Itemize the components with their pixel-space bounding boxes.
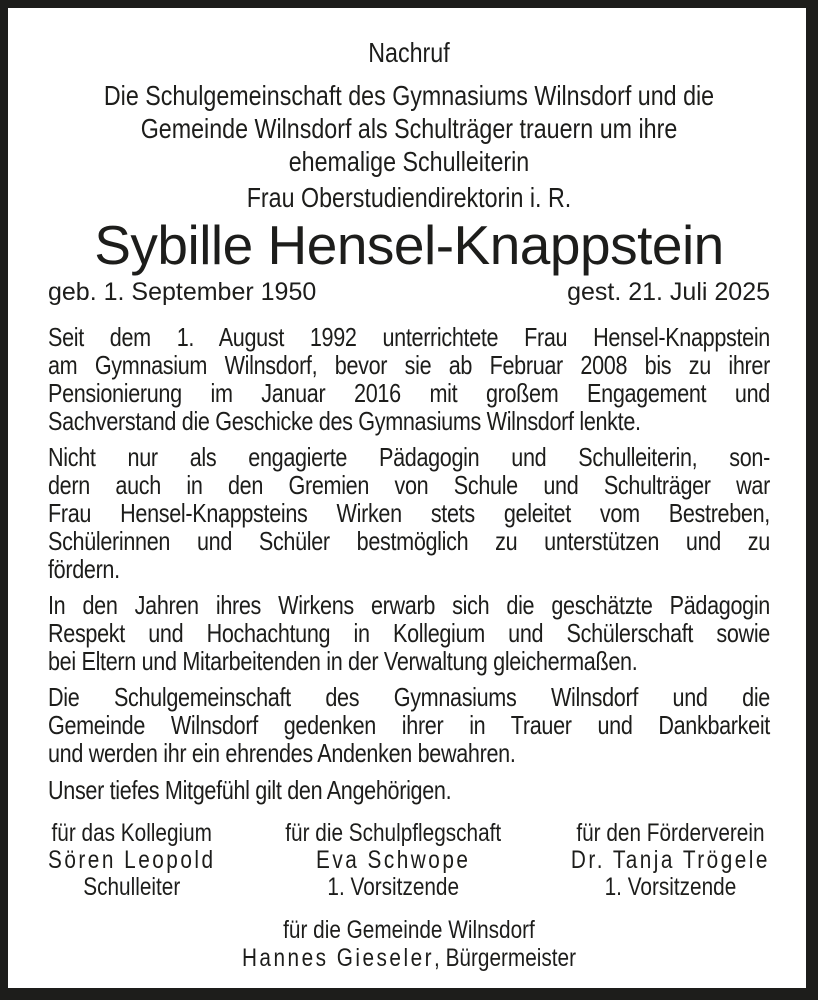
body-paragraph: [48, 591, 770, 675]
paragraph-line: Sachverstand die Geschicke des Gymnasiums Wilnsdorf lenkte.: [48, 406, 641, 436]
signature-column: [48, 820, 216, 901]
body-paragraph: [48, 323, 770, 435]
signature-on-behalf: für die Schulpflegschaft: [285, 819, 502, 847]
honorific-line: Frau Oberstudiendirektorin i. R.: [246, 182, 572, 213]
birth-date: geb. 1. September 1950: [48, 278, 317, 306]
obituary-content: [8, 8, 806, 972]
signature-role: 1. Vorsitzende: [327, 873, 460, 901]
paragraph-line: Gemeinde Wilnsdorf gedenken ihrer in Trauer und Dankbarkeit: [48, 710, 770, 740]
municipal-on-behalf: für die Gemeinde Wilnsdorf: [283, 916, 535, 944]
signature-on-behalf: für den Förderverein: [576, 819, 765, 847]
municipal-title: , Bürgermeister: [434, 944, 577, 972]
intro-line: Gemeinde Wilnsdorf als Schulträger trauern um ihre: [140, 113, 678, 144]
intro-line: Die Schulgemeinschaft des Gymnasiums Wilnsdorf und die: [103, 80, 715, 111]
municipal-signature: [48, 916, 770, 972]
paragraph-line: Schülerinnen und Schüler bestmöglich zu unterstützen und zu: [48, 526, 770, 556]
paragraph-line: und werden ihr ein ehrendes Andenken bewahren.: [48, 738, 516, 768]
paragraph-line: am Gymnasium Wilnsdorf, bevor sie ab Februar 2008 bis zu ihrer: [48, 350, 770, 380]
body-paragraph: [48, 683, 770, 767]
municipal-name-line: [48, 944, 770, 972]
paragraph-line: Seit dem 1. August 1992 unterrichtete Frau Hensel-Knappstein: [48, 322, 770, 352]
paragraph-line: Frau Hensel-Knappsteins Wirken stets geleitet vom Bestreben,: [48, 498, 770, 528]
paragraph-line: In den Jahren ihres Wirkens erwarb sich die geschätzte Pädagogin: [48, 590, 770, 620]
body-paragraphs: [48, 323, 770, 767]
intro-line: ehemalige Schulleiterin: [288, 146, 530, 177]
signature-column: [571, 820, 770, 901]
signature-name: Dr. Tanja Trögele: [570, 846, 770, 874]
paragraph-line: Pensionierung im Januar 2016 mit großem Engagement und: [48, 378, 770, 408]
signature-name: Sören Leopold: [48, 846, 216, 874]
signature-role: 1. Vorsitzende: [604, 873, 737, 901]
life-dates: [48, 278, 770, 306]
signature-columns: [48, 820, 770, 901]
death-date: gest. 21. Juli 2025: [567, 278, 770, 306]
signature-role: Schulleiter: [83, 873, 181, 901]
signature-name: Eva Schwope: [316, 846, 471, 874]
paragraph-line: Die Schulgemeinschaft des Gymnasiums Wilnsdorf und die: [48, 682, 770, 712]
signature-on-behalf: für das Kollegium: [51, 819, 212, 847]
intro-text: [48, 79, 770, 178]
notice-kicker: Nachruf: [368, 37, 450, 68]
body-paragraph: [48, 443, 770, 583]
paragraph-line: Nicht nur als engagierte Pädagogin und Schulleiterin, son-: [48, 442, 770, 472]
paragraph-line: dern auch in den Gremien von Schule und Schulträger war: [48, 470, 770, 500]
deceased-name: Sybille Hensel-Knappstein: [94, 214, 724, 276]
paragraph-line: fördern.: [48, 554, 120, 584]
signature-column: [285, 820, 501, 901]
municipal-name: Hannes Gieseler: [241, 944, 435, 972]
paragraph-line: Respekt und Hochachtung in Kollegium und Schülerschaft sowie: [48, 618, 770, 648]
condolence-line: Unser tiefes Mitgefühl gilt den Angehörigen.: [48, 775, 452, 805]
paragraph-line: bei Eltern und Mitarbeitenden in der Verwaltung gleichermaßen.: [48, 646, 638, 676]
